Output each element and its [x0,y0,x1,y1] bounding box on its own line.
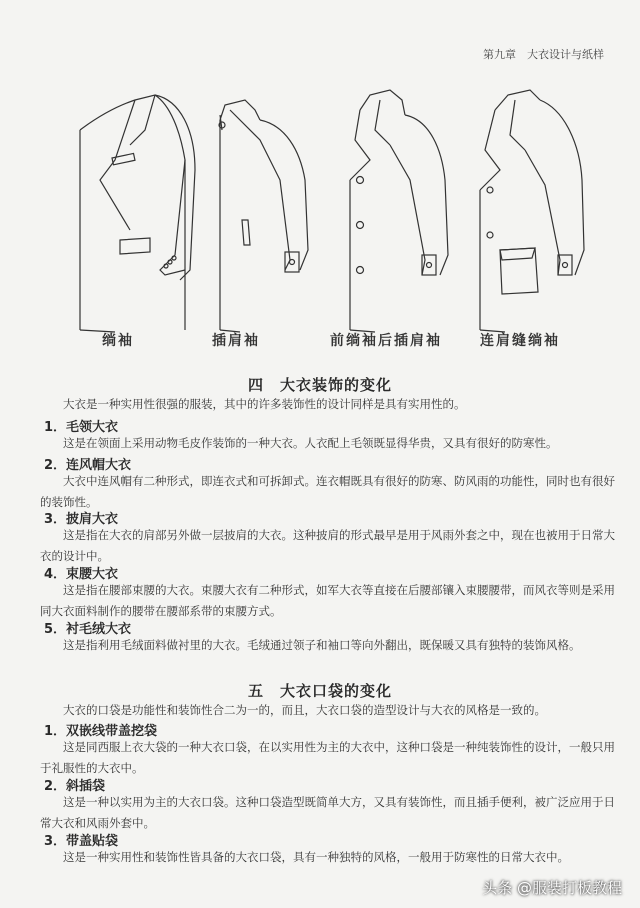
section5-title: 五 大衣口袋的变化 [247,682,392,700]
section4-item1-head: 1．毛领大衣 [44,420,119,435]
section4-intro: 大衣是一种实用性很强的服装，其中的许多装饰性的设计同样是具有实用性的。 [63,397,466,411]
section4-item5-body: 这是指利用毛绒面料做衬里的大衣。毛绒通过领子和袖口等向外翻出，既保暖又具有独特的装饰风格。 [63,638,581,652]
section4-item4-head: 4．束腰大衣 [44,567,119,582]
sleeve-illustrations [60,70,620,340]
section5-item1-head: 1．双嵌线带盖挖袋 [44,724,158,739]
section5-item1-body: 这是同西服上衣大袋的一种大衣口袋，在以实用性为主的大衣中，这种口袋是一种纯装饰性的设计，一般只用于礼服性的大衣中。 [40,740,615,775]
section4-item5-head: 5．衬毛绒大衣 [44,622,132,637]
section5-item3-head: 3．带盖贴袋 [44,834,119,849]
caption-raglan-sleeve: 插肩袖 [212,333,260,349]
caption-shoulder-seam-set-in: 连肩缝绱袖 [480,333,560,349]
section4-item1-body: 这是在领面上采用动物毛皮作装饰的一种大衣。人衣配上毛领既显得华贵，又具有很好的防寒性。 [63,436,558,450]
chapter-header: 第九章 大衣设计与纸样 [483,48,604,61]
section4-title: 四 大衣装饰的变化 [247,376,392,394]
raglan-sleeve-figure [219,100,308,332]
front-set-in-back-raglan-figure [350,90,448,332]
section5-intro: 大衣的口袋是功能性和装饰性合二为一的，而且，大衣口袋的造型设计与大衣的风格是一致的。 [63,703,546,717]
caption-set-in-sleeve: 绱袖 [102,333,134,349]
section4-item2-head: 2．连风帽大衣 [44,458,132,473]
section5-item2-body: 这是一种以实用为主的大衣口袋。这种口袋造型既简单大方，又具有装饰性，而且插手便利，被广泛应用于日常大衣和风雨外套中。 [40,795,615,830]
section4-item2-body: 大衣中连风帽有二种形式，即连衣式和可拆卸式。连衣帽既具有很好的防寒、防风雨的功能性，同时也有很好的装饰性。 [40,474,615,509]
section4-item3-head: 3．披肩大衣 [44,512,119,527]
shoulder-seam-set-in-figure [480,90,584,332]
section4-item3-body: 这是指在大衣的肩部另外做一层披肩的大衣。这种披肩的形式最早是用于风雨外套之中，现在也被用于日常大衣的设计中。 [40,528,615,563]
caption-front-set-in-back-raglan: 前绱袖后插肩袖 [330,333,442,349]
section4-item4-body: 这是指在腰部束腰的大衣。束腰大衣有二种形式，如军大衣等直接在后腰部镶入束腰腰带，而风衣等则是采用同大衣面料制作的腰带在腰部系带的束腰方式。 [40,583,615,618]
set-in-sleeve-figure [80,95,195,332]
watermark: 头条 @服装打板教程 [482,879,622,897]
section5-item2-head: 2．斜插袋 [44,779,106,794]
section5-item3-body: 这是一种实用性和装饰性皆具备的大衣口袋，具有一种独特的风格，一般用于防寒性的日常大衣中。 [63,850,569,864]
figure-captions [60,330,620,350]
